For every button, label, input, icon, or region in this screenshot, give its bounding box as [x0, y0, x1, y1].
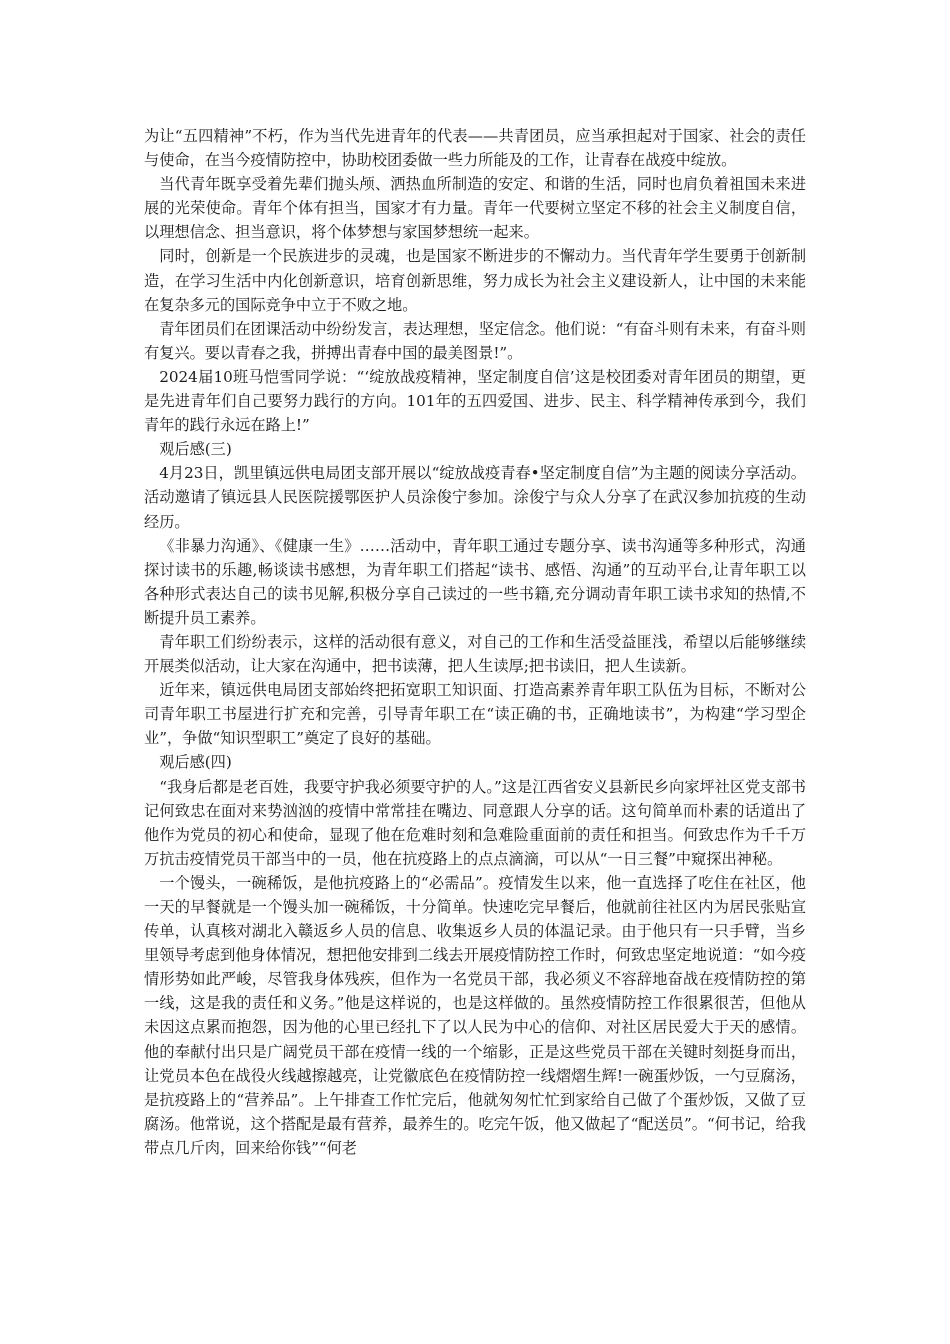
- paragraph-staff-feedback: 青年职工们纷纷表示，这样的活动很有意义，对自己的工作和生活受益匪浅，希望以后能够继续开展类似活动，让大家在沟通中，把书读薄，把人生读厚;把书读旧，把人生读新。: [144, 632, 806, 676]
- paragraph-book-house: 近年来，镇远供电局团支部始终把拓宽职工知识面、打造高素养青年职工队伍为目标，不断对公司青年职工书屋进行扩充和完善，引导青年职工在“读正确的书，正确地读书”，为构建“学习型企业”，争做“知识型职工”奠定了良好的基础。: [144, 681, 806, 748]
- section-heading-4: 观后感(四): [159, 753, 232, 772]
- paragraph-he-zhizhong-intro: “我身后都是老百姓，我要守护我必须要守护的人。”这是江西省安义县新民乡向家坪社区党支部书记何致忠在面对来势汹汹的疫情中常常挂在嘴边、同意跟人分享的话。这句简单而朴素的话道出了他作为党员的初心和使命，显现了他在危难时刻和急难险重面前的责任和担当。何致忠作为千千万万抗击疫情党员干部当中的一员，他在抗疫路上的点点滴滴，可以从“一日三餐”中窥探出神秘。: [144, 777, 806, 868]
- document-page: [144, 124, 806, 1160]
- paragraph-youth-mission: 当代青年既享受着先辈们抛头颅、洒热血所制造的安定、和谐的生活，同时也肩负着祖国未来进展的光荣使命。青年个体有担当，国家才有力量。青年一代要树立坚定不移的社会主义制度自信，以理想信念、担当意识，将个体梦想与家国梦想统一起来。: [144, 175, 806, 242]
- paragraph-innovation: 同时，创新是一个民族进步的灵魂，也是国家不断进步的不懈动力。当代青年学生要勇于创新制造，在学习生活中内化创新意识，培育创新思维，努力成长为社会主义建设新人，让中国的未来能在复杂多元的国际竞争中立于不败之地。: [144, 247, 806, 314]
- paragraph-book-sharing: 《非暴力沟通》、《健康一生》……活动中，青年职工通过专题分享、读书沟通等多种形式，沟通探讨读书的乐趣,畅谈读书感想，为青年职工们搭起“读书、感悟、沟通”的互动平台,让青年职工以各种形式表达自己的读书见解,积极分享自己读过的一些书籍,充分调动青年职工读书求知的热情,不断提升员工素养。: [144, 536, 806, 627]
- paragraph-student-quote: 2024届10班马恺雪同学说：“‘绽放战疫精神，坚定制度自信’这是校团委对青年团员的期望，更是先进青年们自己要努力践行的方向。101年的五四爱国、进步、民主、科学精神传承到今，我们青年的践行永远在路上!”: [144, 367, 806, 435]
- paragraph-reading-event: 4月23日，凯里镇远供电局团支部开展以“绽放战疫青春•坚定制度自信”为主题的阅读分享活动。活动邀请了镇远县人民医院援鄂医护人员涂俊宁参加。涂俊宁与众人分享了在武汉参加抗疫的生动经历。: [144, 464, 806, 531]
- section-heading-3: 观后感(三): [159, 440, 232, 459]
- paragraph-league-members: 青年团员们在团课活动中纷纷发言，表达理想，坚定信念。他们说：“有奋斗则有未来，有奋斗则有复兴。要以青春之我，拼搏出青春中国的最美图景!”。: [144, 319, 806, 362]
- paragraph-intro: 为让“五四精神”不朽，作为当代先进青年的代表——共青团员，应当承担起对于国家、社会的责任与使命，在当今疫情防控中，协助校团委做一些力所能及的工作，让青春在战疫中绽放。: [144, 127, 806, 170]
- paragraph-he-zhizhong-story: 一个馒头，一碗稀饭，是他抗疫路上的“必需品”。疫情发生以来，他一直选择了吃住在社区，他一天的早餐就是一个馒头加一碗稀饭，十分简单。快速吃完早餐后，他就前往社区内为居民张贴宣传单，认真核对湖北入赣返乡人员的信息、收集返乡人员的体温记录。由于他只有一只手臂，当乡里领导考虑到他身体情况，想把他安排到二线去开展疫情防控工作时，何致忠坚定地说道：“如今疫情形势如此严峻，尽管我身体残疾，但作为一名党员干部，我必须义不容辞地奋战在疫情防控的第一线，这是我的责任和义务。”他是这样说的，也是这样做的。虽然疫情防控工作很累很苦，但他从未因这点累而抱怨，因为他的心里已经扎下了以人民为中心的信仰、对社区居民爱大于天的感情。他的奉献付出只是广阔党员干部在疫情一线的一个缩影，正是这些党员干部在关键时刻挺身而出，让党员本色在战役火线越擦越亮，让党徽底色在疫情防控一线熠熠生辉!一碗蛋炒饭，一勺豆腐汤，是抗疫路上的“营养品”。上午排查工作忙完后，他就匆匆忙忙到家给自己做了个蛋炒饭，又做了豆腐汤。他常说，这个搭配是最有营养，最养生的。吃完午饭，他又做起了“配送员”。“何书记，给我带点几斤肉，回来给你钱”“何老: [144, 873, 806, 1157]
